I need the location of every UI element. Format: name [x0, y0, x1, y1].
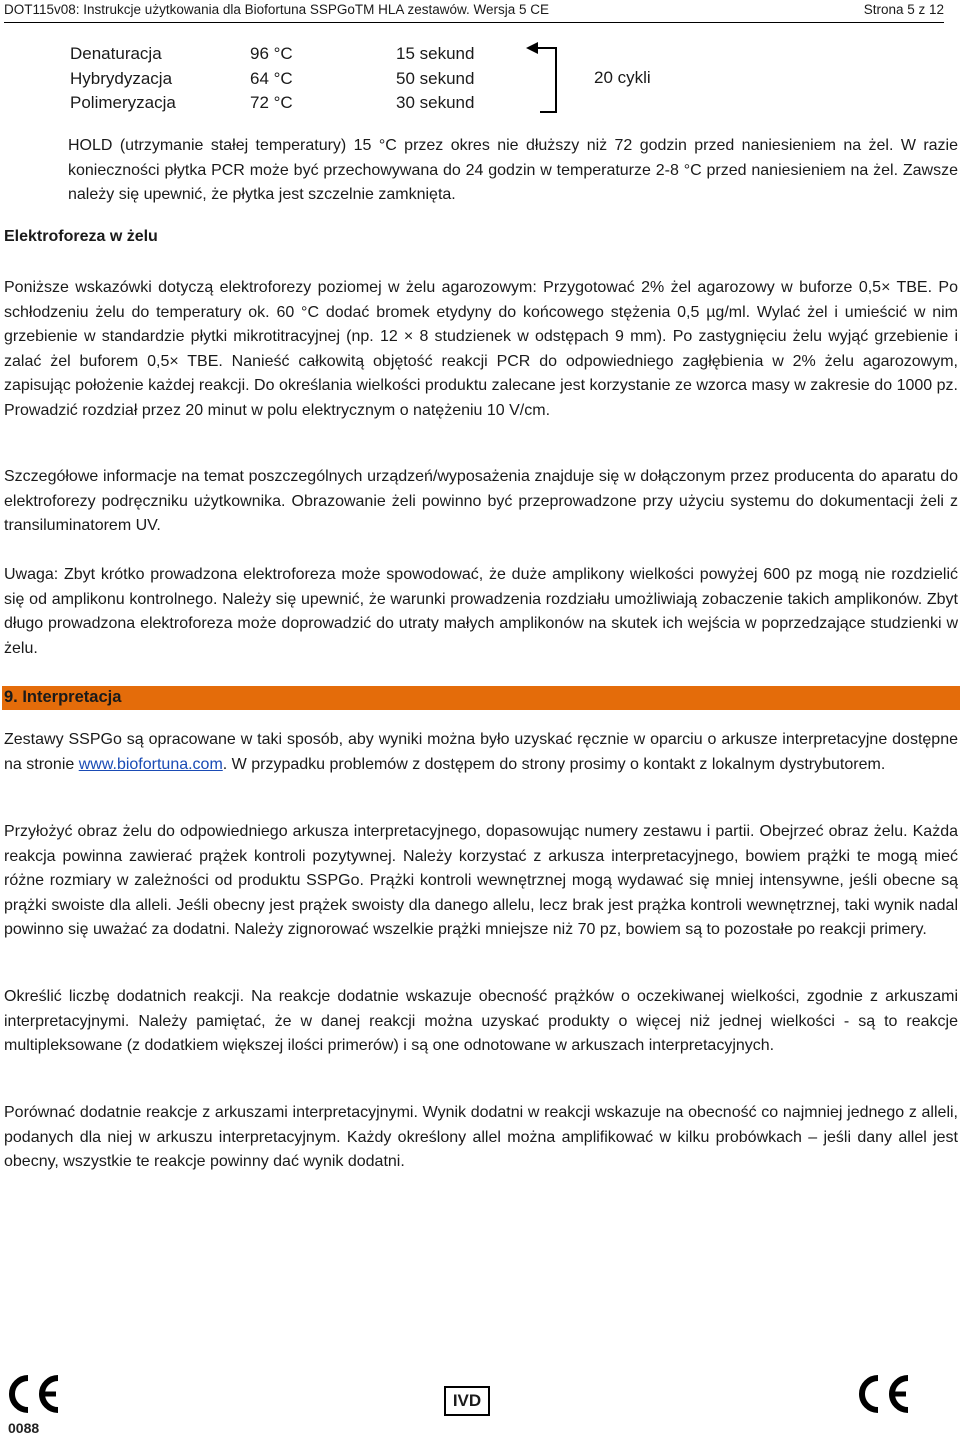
- interpretation-text: Zestawy SSPGo są opracowane w taki sposób, aby wyniki można było uzyskać ręcznie w oparciu o arkusze interpretacyjne dostępne na stronie: [4, 731, 958, 773]
- electrophoresis-note: Uwaga: Zbyt krótko prowadzona elektroforeza może spowodować, że duże amplikony wielkości powyżej 600 pz mogą nie rozdzielić się od amplikonu kontrolnego. Należy się upewnić, że warunki prowadzenia rozdziału umożliwiają zobaczenie takich amplikonów. Zbyt długo prowadzona elektroforeza może doprowadzić do utraty małych amplikonów na skutek ich wejścia w poprzedzające studzienki w żelu.: [4, 566, 958, 657]
- interpretation-paragraph-3: Określić liczbę dodatnich reakcji. Na reakcje dodatnie wskazuje obecność prążków o oczekiwanej wielkości, zgodnie z arkuszami interpretacyjnymi. Należy pamiętać, że w danej reakcji można uzyskać produkty o więcej niż jednej wielkości - są to reakcje multipleksowane (z dodatkiem większej ilości primerów) i są one odnotowane w arkuszach interpretacyjnych.: [4, 988, 958, 1054]
- pcr-step-time: 15 sekund: [396, 44, 475, 63]
- notified-body-number: 0088: [8, 1420, 40, 1436]
- interpretation-paragraph-4: Porównać dodatnie reakcje z arkuszami interpretacyjnymi. Wynik dodatni w reakcji wskazuje na obecność co najmniej jednego z alleli, podanych dla niej w arkuszu interpretacyjnym. Każdy określony allel można amplifikować w kilku probówkach – jeśli dany allel jest obecny, wszystkie te reakcje powinny dać wynik dodatni.: [4, 1104, 958, 1170]
- cycle-count: 20 cykli: [594, 68, 651, 87]
- electrophoresis-paragraph-1: Poniższe wskazówki dotyczą elektroforezy poziomej w żelu agarozowym: Przygotować 2% żel agarozowy w buforze 0,5× TBE. Po schłodzeniu żelu do temperatury ok. 60 °C dodać bromek etydyny do końcowego stężenia 0,5 µg/ml. Wylać żel i umieścić w nim grzebienie w standardzie płytki mikrotitracyjnej (np. 12 × 8 studzienek w odstępach 9 mm). Po zastygnięciu żelu wyjąć grzebienie i zalać żel buforem 0,5× TBE. Nanieść całkowitą objętość reakcji PCR do odpowiedniego zagłębienia w 2% żelu agarozowym, zapisując położenie każdej reakcji. Do określania wielkości produktu zalecane jest korzystanie ze wzorca masy w zakresie do 1000 pz. Prowadzić rozdział przez 20 minut w polu elektrycznym o natężeniu 10 V/cm.: [4, 279, 958, 419]
- section-bar-interpretation: [2, 686, 960, 710]
- interpretation-paragraph-1: [4, 728, 958, 777]
- pcr-step-name: Polimeryzacja: [70, 93, 176, 112]
- hold-instructions: HOLD (utrzymanie stałej temperatury) 15 °C przez okres nie dłuższy niż 72 godzin przed naniesieniem na żel. W razie konieczności płytka PCR może być przechowywana do 24 godzin w temperaturze 2-8 °C przed naniesieniem na żel. Zawsze należy się upewnić, że płytka jest szczelnie zamknięta.: [68, 137, 958, 204]
- pcr-step-row: [0, 91, 700, 115]
- pcr-step-time: 50 sekund: [396, 68, 475, 88]
- cycle-bracket-arrow-icon: [520, 40, 560, 116]
- document-title: DOT115v08: Instrukcje użytkowania dla Biofortuna SSPGoTM HLA zestawów. Wersja 5 CE: [4, 2, 549, 17]
- electrophoresis-heading: Elektroforeza w żelu: [4, 228, 158, 245]
- page-header: [4, 0, 944, 23]
- pcr-step-time: 30 sekund: [396, 93, 475, 112]
- interpretation-paragraph-2: Przyłożyć obraz żelu do odpowiedniego arkusza interpretacyjnego, dopasowując numery zestawu i partii. Obejrzeć obraz żelu. Każda reakcja powinna zawierać prążek kontroli pozytywnej. Należy korzystać z arkusza interpretacyjnego, bowiem prążki te mogą mieć różne rozmiary w zależności od produktu SSPGo. Prążki kontroli wewnętrznej mogą wydawać się mniej intensywne, jeśli obecne są prążki swoiste dla alleli. Jeśli obecny jest prążek swoisty dla danego allelu, lecz brak jest prążka kontroli wewnętrznej, taki wynik nadal powinno się uważać za dodatni. Należy zignorować wszelkie prążki mniejsze niż 70 pz, bowiem są to pozostałe po reakcji primery.: [4, 823, 958, 938]
- pcr-step-name: Hybrydyzacja: [70, 68, 173, 88]
- pcr-step-temp: 64 °C: [250, 68, 293, 88]
- pcr-step-name: Denaturacja: [70, 44, 162, 63]
- pcr-step-temp: 96 °C: [250, 44, 293, 63]
- section-heading: 9. Interpretacja: [4, 688, 122, 706]
- page-number: Strona 5 z 12: [863, 2, 944, 17]
- ce-mark-icon: [4, 1374, 62, 1414]
- interpretation-text: . W przypadku problemów z dostępem do strony prosimy o kontakt z lokalnym dystrybutorem.: [222, 755, 886, 773]
- pcr-step-row: [0, 42, 700, 66]
- biofortuna-website-link[interactable]: www.biofortuna.com: [78, 755, 223, 773]
- ivd-mark: IVD: [444, 1386, 490, 1416]
- pcr-step-temp: 72 °C: [250, 93, 293, 112]
- electrophoresis-paragraph-2: Szczegółowe informacje na temat poszczególnych urządzeń/wyposażenia znajduje się w dołączonym przez producenta do aparatu do elektroforezy podręczniku użytkownika. Obrazowanie żeli powinno być przeprowadzone przy użyciu systemu do dokumentacji żeli z transiluminatorem UV.: [4, 468, 958, 534]
- ce-mark-icon: [854, 1374, 912, 1414]
